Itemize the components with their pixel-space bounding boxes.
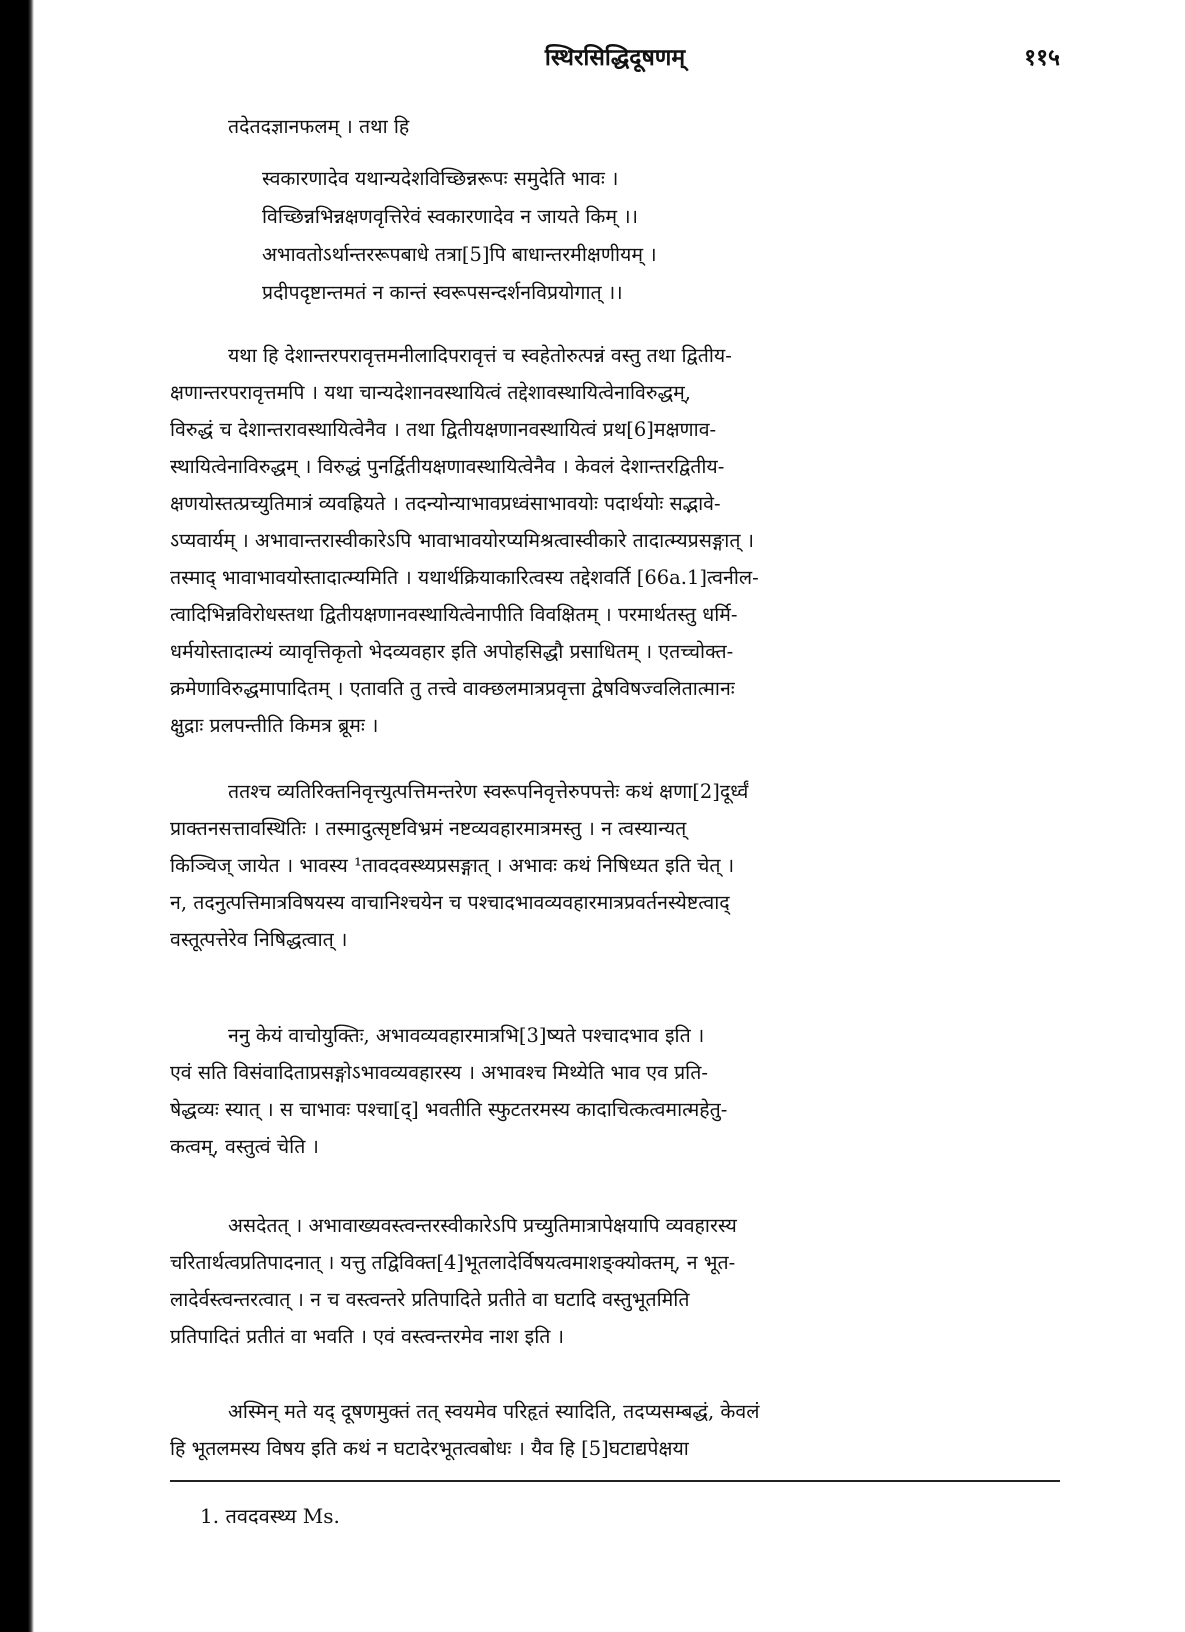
text-line: लादेर्वस्त्वन्तरत्वात् । न च वस्त्वन्तरे प्रतिपादिते प्रतीते वा घटादि वस्तुभूतमिति <box>170 1288 690 1311</box>
paragraph-3 <box>170 1017 1060 1165</box>
intro-line: तदेतदज्ञानफलम् । तथा हि <box>228 115 410 138</box>
running-header <box>170 38 1060 78</box>
text-line: ततश्च व्यतिरिक्तनिवृत्त्युत्पत्तिमन्तरेण स्वरूपनिवृत्तेरुपपत्तेः कथं क्षणा[2]दूर्ध्वं <box>228 780 749 803</box>
text-line: वस्तूत्पत्तेरेव निषिद्धत्वात् । <box>170 928 348 951</box>
text-line: यथा हि देशान्तरपरावृत्तमनीलादिपरावृत्तं च स्वहेतोरुत्पन्नं वस्तु तथा द्वितीय- <box>228 344 732 367</box>
paragraph-5 <box>170 1393 1060 1467</box>
text-line: न, तदनुत्पत्तिमात्रविषयस्य वाचानिश्चयेन च पश्चादभावव्यवहारमात्रप्रवर्तनस्येष्टत्वाद् <box>170 891 730 914</box>
text-line: क्षुद्राः प्रलपन्तीति किमत्र ब्रूमः । <box>170 714 379 737</box>
text-line: एवं सति विसंवादिताप्रसङ्गोऽभावव्यवहारस्य । अभावश्च मिथ्येति भाव एव प्रति- <box>170 1061 708 1084</box>
text-line: क्षणान्तरपरावृत्तमपि । यथा चान्यदेशानवस्थायित्वं तद्देशावस्थायित्वेनाविरुद्धम्, <box>170 381 691 404</box>
text-line: त्वादिभिन्नविरोधस्तथा द्वितीयक्षणानवस्थायित्वेनापीति विवक्षितम् । परमार्थतस्तु धर्मि- <box>170 603 738 626</box>
text-line: प्रतिपादितं प्रतीतं वा भवति । एवं वस्त्वन्तरमेव नाश इति । <box>170 1325 564 1348</box>
footnote-divider <box>170 1480 1060 1482</box>
paragraph-1 <box>170 337 1060 744</box>
text-line: असदेतत् । अभावाख्यवस्त्वन्तरस्वीकारेऽपि प्रच्युतिमात्रापेक्षयापि व्यवहारस्य <box>228 1214 737 1237</box>
footnote: 1. तवदवस्थ्य Ms. <box>200 1504 340 1528</box>
text-line: किञ्चिज् जायेत । भावस्य ¹तावदवस्थ्यप्रसङ्गात् । अभावः कथं निषिध्यत इति चेत् । <box>170 854 735 877</box>
page-number: ११५ <box>1024 44 1060 71</box>
running-title: स्थिरसिद्धिदूषणम् <box>544 44 686 71</box>
text-line: हि भूतलमस्य विषय इति कथं न घटादेरभूतत्वबोधः । यैव हि [5]घटाद्यपेक्षया <box>170 1437 689 1460</box>
verse-line: अभावतोऽर्थान्तररूपबाधे तत्रा[5]पि बाधान्तरमीक्षणीयम् । <box>262 243 657 266</box>
text-line: ऽप्यवार्यम् । अभावान्तरास्वीकारेऽपि भावाभावयोरप्यमिश्रत्वास्वीकारे तादात्म्यप्रसङ्गात् । <box>170 529 755 552</box>
paragraph-4 <box>170 1207 1060 1355</box>
text-line: क्रमेणाविरुद्धमापादितम् । एतावति तु तत्त्वे वाक्छलमात्रप्रवृत्ता द्वेषविषज्वलितात्मानः <box>170 677 735 700</box>
text-line: चरितार्थत्वप्रतिपादनात् । यत्तु तद्विविक्त[4]भूतलादेर्विषयत्वमाशङ्क्योक्तम्, न भूत- <box>170 1251 736 1274</box>
text-line: तस्माद् भावाभावयोस्तादात्म्यमिति । यथार्थक्रियाकारित्वस्य तद्देशवर्ति [66a.1]त्वनील- <box>170 566 759 589</box>
text-line: क्षणयोस्तत्प्रच्युतिमात्रं व्यवह्रियते । तदन्योन्याभावप्रध्वंसाभावयोः पदार्थयोः सद्भावे- <box>170 492 721 515</box>
verse-line: स्वकारणादेव यथान्यदेशविच्छिन्नरूपः समुदेति भावः । <box>262 167 619 190</box>
verse-block <box>262 160 882 312</box>
text-line: अस्मिन् मते यद् दूषणमुक्तं तत् स्वयमेव परिहृतं स्यादिति, तदप्यसम्बद्धं, केवलं <box>228 1400 760 1423</box>
text-line: प्राक्तनसत्तावस्थितिः । तस्मादुत्सृष्टविभ्रमं नष्टव्यवहारमात्रमस्तु । न त्वस्यान्यत् <box>170 817 687 840</box>
text-line: ननु केयं वाचोयुक्तिः, अभावव्यवहारमात्रभि[3]ष्यते पश्चादभाव इति । <box>228 1024 705 1047</box>
text-line: धर्मयोस्तादात्म्यं व्यावृत्तिकृतो भेदव्यवहार इति अपोहसिद्धौ प्रसाधितम् । एतच्चोक्त- <box>170 640 734 663</box>
text-line: षेद्धव्यः स्यात् । स चाभावः पश्चा[द्] भवतीति स्फुटतरमस्य कादाचित्कत्वमात्महेतु- <box>170 1098 728 1121</box>
paragraph-2 <box>170 773 1060 958</box>
text-line: कत्वम्, वस्तुत्वं चेति । <box>170 1135 319 1158</box>
scan-edge <box>0 0 34 1632</box>
text-line: विरुद्धं च देशान्तरावस्थायित्वेनैव । तथा द्वितीयक्षणानवस्थायित्वं प्रथ[6]मक्षणाव- <box>170 418 717 441</box>
verse-line: विच्छिन्नभिन्नक्षणवृत्तिरेवं स्वकारणादेव न जायते किम् ।। <box>262 205 639 228</box>
verse-line: प्रदीपदृष्टान्तमतं न कान्तं स्वरूपसन्दर्शनविप्रयोगात् ।। <box>262 281 623 304</box>
text-line: स्थायित्वेनाविरुद्धम् । विरुद्धं पुनर्द्वितीयक्षणावस्थायित्वेनैव । केवलं देशान्तरद्वितीय- <box>170 455 725 478</box>
